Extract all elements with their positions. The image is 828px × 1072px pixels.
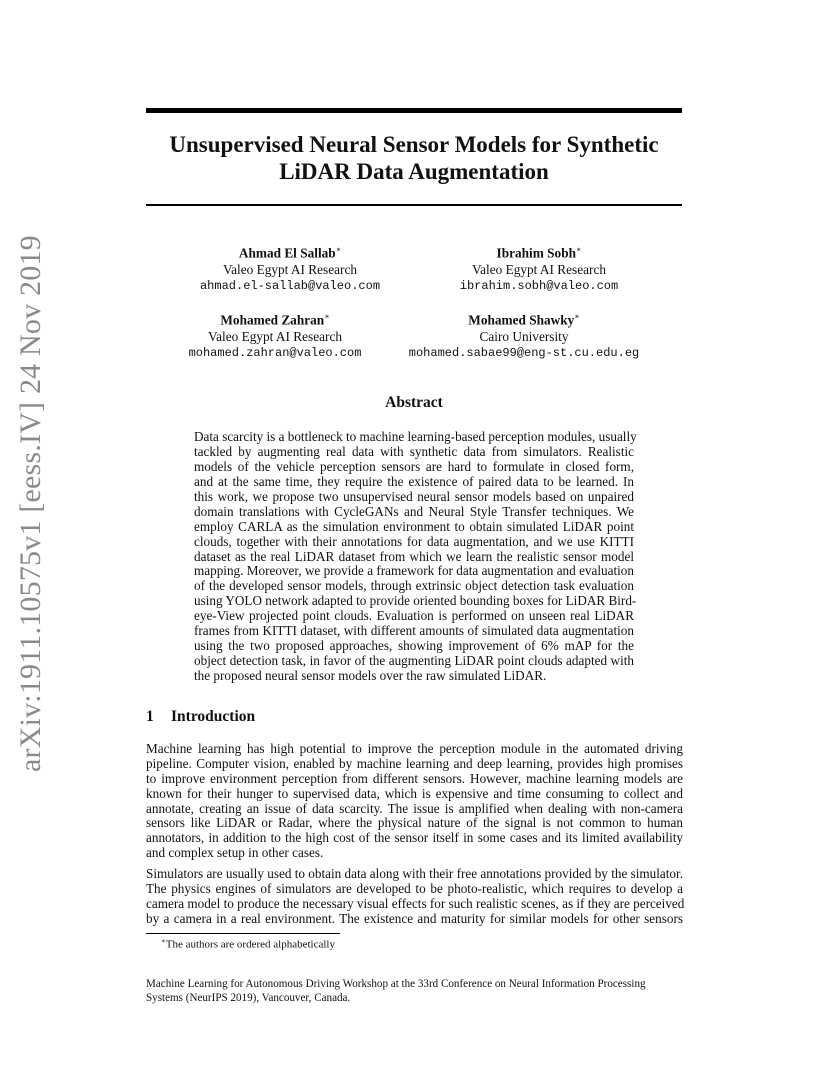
- footnote-text: The authors are ordered alphabetically: [165, 938, 335, 951]
- title-top-rule: [146, 108, 682, 113]
- author-affiliation: Valeo Egypt AI Research: [222, 261, 358, 277]
- author-block: [419, 242, 659, 295]
- abstract-line: using YOLO network adapted to provide oriented bounding boxes for LiDAR Bird-: [194, 593, 637, 609]
- section-number: 1: [146, 708, 154, 725]
- body-line: pipeline. Computer vision, enabled by machine learning and deep learning, provides high promises: [146, 755, 683, 771]
- abstract-line: of the developed sensor models, through extrinsic object detection task evaluation: [194, 578, 634, 594]
- intro-paragraph-2: [146, 867, 683, 927]
- title-line: Unsupervised Neural Sensor Models for Synthetic: [169, 132, 659, 157]
- author-name: Ibrahim Sobh∗: [496, 245, 582, 261]
- title-line: LiDAR Data Augmentation: [279, 159, 549, 184]
- author-block: [170, 242, 410, 295]
- author-affiliation: Valeo Egypt AI Research: [471, 261, 607, 277]
- author-affiliation: Cairo University: [479, 328, 569, 344]
- abstract-line: and at the same time, they require the existence of paired data to be learned. In: [194, 473, 634, 489]
- body-line: The physics engines of simulators are developed to be photo-realistic, which requires to develop a: [146, 880, 683, 896]
- abstract-line: this work, we propose two unsupervised neural sensor models based on unpaired: [194, 488, 634, 504]
- body-line: annotate, creating an issue of data scarcity. The issue is amplified when dealing with non-camera: [146, 800, 683, 816]
- author-name: Ahmad El Sallab∗: [238, 245, 342, 261]
- footnote: [161, 937, 335, 951]
- body-line: and complex setup in other cases.: [146, 845, 324, 861]
- venue-line: Machine Learning for Autonomous Driving Workshop at the 33rd Conference on Neural Information Processing: [146, 978, 646, 990]
- abstract-line: models of the vehicle perception sensors are hard to formulate in closed form,: [194, 458, 634, 474]
- footnote-mark: ∗: [161, 937, 166, 945]
- abstract-line: Data scarcity is a bottleneck to machine learning-based perception modules, usually: [194, 429, 637, 444]
- body-line: Simulators are usually used to obtain data along with their free annotations provided by the simulator.: [146, 866, 683, 881]
- author-email: mohamed.sabae99@eng-st.cu.edu.eg: [408, 346, 640, 361]
- body-line: camera model to produce the necessary visual effects for such realistic scenes, as if they are perceived: [146, 895, 685, 911]
- abstract-line: mapping. Moreover, we provide a framework for data augmentation and evaluation: [194, 563, 634, 579]
- abstract-line: tackled by augmenting real data with synthetic data from simulators. Realistic: [194, 443, 634, 459]
- author-email: ahmad.el-sallab@valeo.com: [199, 279, 381, 294]
- arxiv-identifier-stamp: arXiv:1911.10575v1 [eess.IV] 24 Nov 2019: [14, 235, 47, 772]
- title-bottom-rule: [146, 204, 682, 206]
- intro-paragraph-1: [146, 742, 683, 861]
- body-line: to improve environment perception from different sensors. However, machine learning models are: [146, 770, 683, 786]
- abstract-line: employ CARLA as the simulation environment to obtain simulated LiDAR point: [194, 518, 634, 534]
- abstract-line: object detection task, in favor of the augmenting LiDAR point clouds adapted with: [194, 653, 634, 669]
- abstract-body: [194, 429, 637, 684]
- abstract-heading: Abstract: [385, 394, 443, 411]
- abstract-line: domain translations with CycleGANs and Neural Style Transfer techniques. We: [194, 503, 634, 519]
- author-email: mohamed.zahran@valeo.com: [188, 346, 362, 361]
- abstract-line: frames from KITTI dataset, with different amounts of simulated data augmentation: [194, 623, 634, 639]
- body-line: Machine learning has high potential to improve the perception module in the automated driving: [146, 741, 683, 756]
- venue-note: [146, 977, 683, 1005]
- abstract-line: eye-View projected point clouds. Evaluation is performed on unseen real LiDAR: [194, 608, 634, 624]
- body-line: sensors like LiDAR or Radar, where the physical nature of the signal is not common to human: [146, 815, 683, 831]
- footnote-rule: [146, 933, 340, 934]
- paper-title: [146, 131, 682, 185]
- section-heading-introduction: [146, 708, 255, 726]
- author-affiliation: Valeo Egypt AI Research: [207, 328, 343, 344]
- abstract-line: dataset as the real LiDAR dataset from which we learn the realistic sensor model: [194, 548, 634, 564]
- author-block: [394, 309, 654, 362]
- body-line: by a camera in a real environment. The existence and maturity for similar models for other sensors: [146, 910, 683, 926]
- venue-line: Systems (NeurIPS 2019), Vancouver, Canada.: [146, 992, 351, 1004]
- body-line: known for their hunger to supervised data, which is expensive and time consuming to collect and: [146, 785, 683, 801]
- abstract-line: using the two proposed approaches, showing improvement of 6% mAP for the: [194, 638, 634, 654]
- author-email: ibrahim.sobh@valeo.com: [459, 279, 619, 294]
- author-name: Mohamed Zahran∗: [220, 312, 330, 328]
- abstract-line: clouds, together with their annotations for data augmentation, and we use KITTI: [194, 533, 634, 549]
- abstract-line: the proposed neural sensor models over the raw simulated LiDAR.: [194, 668, 547, 683]
- section-title: Introduction: [171, 708, 256, 725]
- author-block: [155, 309, 395, 362]
- body-line: annotators, in addition to the high cost of the sensor itself in some cases and its limited availability: [146, 830, 683, 846]
- author-name: Mohamed Shawky∗: [468, 312, 580, 328]
